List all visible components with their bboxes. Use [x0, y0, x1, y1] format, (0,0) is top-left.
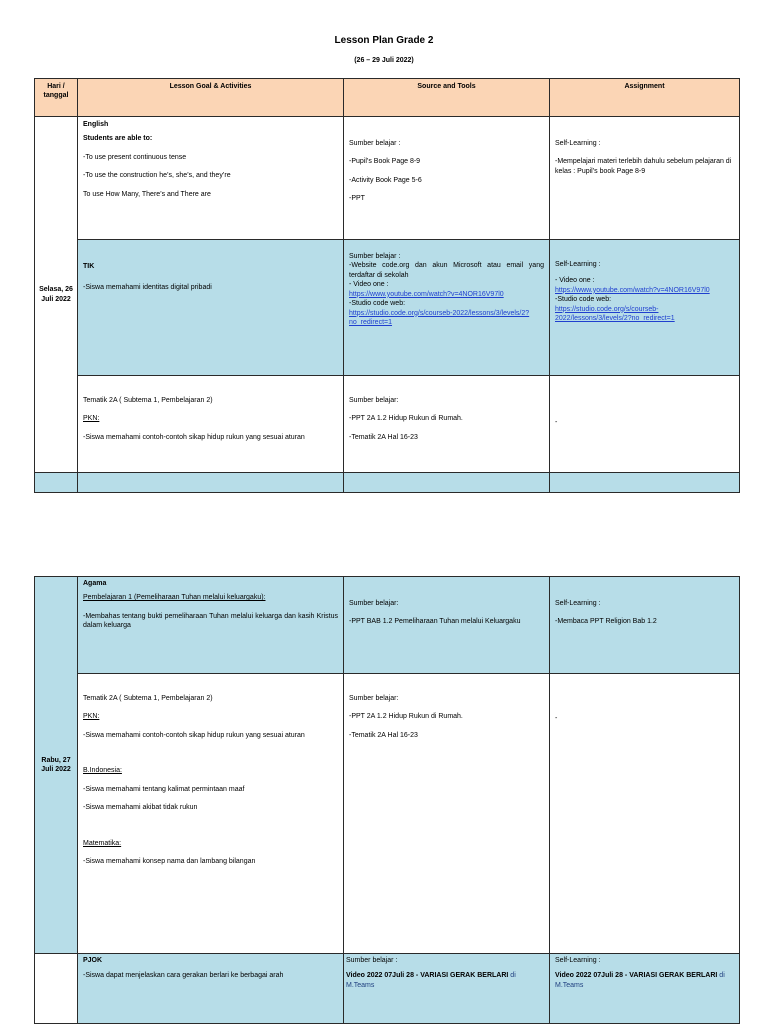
assignment-label: Self-Learning : [555, 140, 601, 147]
goal-cell [78, 240, 344, 376]
goal-item: -To use present continuous tense [83, 153, 187, 161]
source-cell [344, 674, 550, 954]
source-item: -Tematik 2A Hal 16-23 [349, 433, 418, 441]
date-range: (26 – 29 Juli 2022) [354, 57, 414, 64]
source-label: Sumber belajar: [349, 600, 399, 607]
table-row-pjok [35, 954, 740, 1024]
studio-link[interactable]: https://studio.code.org/s/courseb-2022/lessons/3/levels/2?no_redirect=1 [555, 305, 675, 323]
video-link[interactable]: https://www.youtube.com/watch?v=4NOR16V97l0 [555, 286, 710, 294]
assignment-cell [550, 376, 740, 473]
source-item: -PPT BAB 1.2 Pemeliharaan Tuhan melalui Keluargaku [349, 618, 521, 626]
assignment-cell [550, 577, 740, 674]
assignment-video: Video 2022 07Juli 28 - VARIASI GERAK BERLARI [555, 972, 718, 980]
goal-cell [78, 117, 344, 240]
table-row-tematik-rabu [35, 674, 740, 954]
lesson-table-1 [34, 78, 740, 493]
video-link[interactable]: https://www.youtube.com/watch?v=4NOR16V97l0 [349, 290, 504, 298]
source-cell [344, 117, 550, 240]
table-row-tik [35, 240, 740, 376]
goal-item: -Siswa memahami identitas digital pribadi [83, 284, 212, 292]
table-row-english [35, 117, 740, 240]
goal-intro: Students are able to: [83, 135, 153, 143]
empty-cell [78, 473, 344, 493]
subject-title: Tematik 2A ( Subtema 1, Pembelajaran 2) [83, 397, 213, 404]
subject-title: PJOK [83, 957, 103, 964]
table-row-tematik [35, 376, 740, 473]
video-label: - Video one : [555, 277, 595, 285]
bindonesia-label: B.Indonesia: [83, 767, 122, 775]
source-label: Sumber belajar : [349, 140, 401, 147]
assignment-cell [550, 240, 740, 376]
source-label: Sumber belajar : [349, 253, 401, 260]
table-row-agama [35, 577, 740, 674]
subject-title: Agama [83, 580, 107, 587]
assignment-text: -Mempelajari materi terlebih dahulu sebelum pelajaran di kelas : Pupil’s book Page 8-9 [555, 158, 732, 175]
pkn-label: PKN: [83, 713, 100, 721]
source-cell [344, 376, 550, 473]
goal-cell [78, 376, 344, 473]
goal-cell [78, 577, 344, 674]
assignment-text: - [555, 715, 558, 722]
empty-cell [35, 473, 78, 493]
goal-item: -To use the construction he’s, she’s, and they’re [83, 172, 231, 180]
day-cell-rabu: Rabu, 27 Juli 2022 [35, 577, 78, 954]
header-assignment: Assignment [550, 79, 740, 117]
table-row-empty [35, 473, 740, 493]
source-label: Sumber belajar: [349, 397, 399, 404]
source-item: -Tematik 2A Hal 16-23 [349, 731, 418, 739]
assignment-cell [550, 117, 740, 240]
goal-item: -Siswa memahami akibat tidak rukun [83, 804, 198, 812]
subject-title: TIK [83, 263, 95, 270]
source-website: -Website code.org dan akun Microsoft atau email yang terdaftar di sekolah [349, 262, 544, 279]
empty-cell [550, 473, 740, 493]
goal-item: -Siswa memahami contoh-contoh sikap hidup rukun yang sesuai aturan [83, 433, 305, 441]
goal-item: -Siswa memahami tentang kalimat permintaan maaf [83, 785, 245, 793]
table-header [35, 79, 740, 117]
source-cell [344, 240, 550, 376]
studio-link[interactable]: https://studio.code.org/s/courseb-2022/lessons/3/levels/2?no_redirect=1 [349, 309, 530, 327]
header-source: Source and Tools [344, 79, 550, 117]
source-item: -Activity Book Page 5-6 [349, 176, 422, 184]
goal-item: -Siswa memahami contoh-contoh sikap hidup rukun yang sesuai aturan [83, 731, 305, 739]
header-day: Hari / tanggal [35, 79, 78, 117]
pkn-label: PKN: [83, 415, 100, 423]
assignment-cell [550, 674, 740, 954]
subject-title: English [83, 121, 109, 128]
goal-item: -Membahas tentang bukti pemeliharaan Tuhan melalui keluarga dan kasih Kristus dalam keluarga [83, 612, 338, 630]
source-item: -PPT [349, 195, 365, 203]
source-video: Video 2022 07Juli 28 - VARIASI GERAK BERLARI [346, 972, 509, 980]
goal-item: -Siswa dapat menjelaskan cara gerakan berlari ke berbagai arah [83, 972, 284, 980]
studio-label: -Studio code web: [555, 296, 612, 304]
assignment-text: - [555, 419, 558, 426]
lesson-label: Pembelajaran 1 (Pemeliharaan Tuhan melalui keluargaku): [83, 594, 266, 602]
subject-title: Tematik 2A ( Subtema 1, Pembelajaran 2) [83, 695, 213, 702]
goal-cell [78, 674, 344, 954]
page-title: Lesson Plan Grade 2 [334, 35, 434, 46]
goal-item: -Siswa memahami konsep nama dan lambang bilangan [83, 858, 256, 866]
goal-cell [78, 954, 344, 1024]
source-cell [344, 954, 550, 1024]
assignment-suffix: di M.Teams [555, 972, 725, 989]
source-label: Sumber belajar: [349, 695, 399, 702]
source-label: Sumber belajar : [346, 957, 398, 964]
header-goal: Lesson Goal & Activities [78, 79, 344, 117]
lesson-table-2 [34, 576, 740, 1024]
source-item: -PPT 2A 1.2 Hidup Rukun di Rumah. [349, 713, 463, 721]
video-label: - Video one : [349, 281, 389, 289]
source-suffix: di M.Teams [346, 972, 516, 989]
matematika-label: Matematika: [83, 839, 122, 847]
assignment-cell [550, 954, 740, 1024]
studio-label: -Studio code web: [349, 300, 406, 308]
assignment-text: -Membaca PPT Religion Bab 1.2 [555, 618, 657, 626]
empty-cell [344, 473, 550, 493]
assignment-label: Self-Learning : [555, 600, 601, 607]
goal-item: To use How Many, There’s and There are [83, 190, 211, 198]
assignment-label: Self-Learning : [555, 957, 601, 964]
day-cell-selasa: Selasa, 26 Juli 2022 [35, 117, 78, 473]
assignment-label: Self-Learning : [555, 261, 601, 268]
day-cell-empty [35, 954, 78, 1024]
source-item: -Pupil’s Book Page 8-9 [349, 158, 421, 166]
source-item: -PPT 2A 1.2 Hidup Rukun di Rumah. [349, 415, 463, 423]
source-cell [344, 577, 550, 674]
